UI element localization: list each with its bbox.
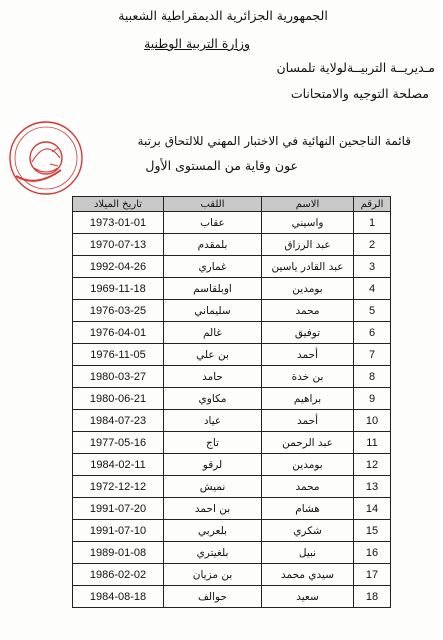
table-row: [73, 542, 391, 564]
row-surname: مكاوي: [164, 388, 262, 410]
official-stamp: [6, 118, 86, 198]
ministry-header: وزارة التربية الوطنية: [144, 36, 250, 51]
row-surname: سليماني: [164, 300, 262, 322]
row-birthdate: 1976-04-01: [73, 322, 164, 344]
directorate-header: مـديريــة التربيــةلولاية تلمسان: [276, 60, 435, 75]
row-name: سعيد: [262, 586, 354, 608]
row-name: بومدين: [262, 454, 354, 476]
table-row: [73, 520, 391, 542]
row-birthdate: 1969-11-18: [73, 278, 164, 300]
row-name: بن خدة: [262, 366, 354, 388]
row-birthdate: 1991-07-10: [73, 520, 164, 542]
row-number: 1: [354, 212, 391, 234]
row-birthdate: 1980-03-27: [73, 366, 164, 388]
row-surname: نميش: [164, 476, 262, 498]
column-header-surname: اللقب: [164, 197, 262, 212]
table-row: [73, 388, 391, 410]
row-number: 2: [354, 234, 391, 256]
row-name: بومدين: [262, 278, 354, 300]
row-surname: بلعربي: [164, 520, 262, 542]
table-row: [73, 454, 391, 476]
row-surname: غماري: [164, 256, 262, 278]
row-name: شكري: [262, 520, 354, 542]
service-header: مصلحة التوجيه والامتحانات: [290, 86, 429, 101]
row-number: 4: [354, 278, 391, 300]
row-number: 16: [354, 542, 391, 564]
row-surname: تاج: [164, 432, 262, 454]
row-name: واسيني: [262, 212, 354, 234]
table-row: [73, 234, 391, 256]
table-header-row: [73, 197, 391, 212]
row-number: 6: [354, 322, 391, 344]
row-number: 11: [354, 432, 391, 454]
table-row: [73, 366, 391, 388]
row-birthdate: 1977-05-16: [73, 432, 164, 454]
row-surname: لرقو: [164, 454, 262, 476]
row-name: توفيق: [262, 322, 354, 344]
row-name: عبد الرزاق: [262, 234, 354, 256]
row-birthdate: 1970-07-13: [73, 234, 164, 256]
row-number: 8: [354, 366, 391, 388]
row-birthdate: 1986-02-02: [73, 564, 164, 586]
row-number: 12: [354, 454, 391, 476]
row-surname: غالم: [164, 322, 262, 344]
row-number: 15: [354, 520, 391, 542]
row-number: 3: [354, 256, 391, 278]
row-name: عبد القادر ياسين: [262, 256, 354, 278]
row-birthdate: 1984-08-18: [73, 586, 164, 608]
row-birthdate: 1984-02-11: [73, 454, 164, 476]
row-name: أحمد: [262, 410, 354, 432]
row-name: محمد: [262, 476, 354, 498]
row-number: 14: [354, 498, 391, 520]
row-number: 10: [354, 410, 391, 432]
row-birthdate: 1991-07-20: [73, 498, 164, 520]
row-number: 17: [354, 564, 391, 586]
row-name: عبد الرحمن: [262, 432, 354, 454]
column-header-name: الاسم: [262, 197, 354, 212]
row-number: 5: [354, 300, 391, 322]
table-row: [73, 256, 391, 278]
table-row: [73, 476, 391, 498]
table-row: [73, 498, 391, 520]
table-row: [73, 410, 391, 432]
row-name: براهيم: [262, 388, 354, 410]
row-surname: بن علي: [164, 344, 262, 366]
row-number: 7: [354, 344, 391, 366]
row-birthdate: 1972-12-12: [73, 476, 164, 498]
table-row: [73, 212, 391, 234]
row-surname: بن مزيان: [164, 564, 262, 586]
column-header-number: الرقم: [354, 197, 391, 212]
table-row: [73, 564, 391, 586]
row-surname: اوبلقاسم: [164, 278, 262, 300]
row-surname: حامد: [164, 366, 262, 388]
table-row: [73, 344, 391, 366]
row-name: سيدي محمد: [262, 564, 354, 586]
row-number: 9: [354, 388, 391, 410]
row-surname: بلمقدم: [164, 234, 262, 256]
row-birthdate: 1976-11-05: [73, 344, 164, 366]
row-surname: بلغيتري: [164, 542, 262, 564]
row-birthdate: 1976-03-25: [73, 300, 164, 322]
row-name: نبيل: [262, 542, 354, 564]
table-row: [73, 432, 391, 454]
table-row: [73, 586, 391, 608]
row-surname: بن احمد: [164, 498, 262, 520]
row-surname: عياد: [164, 410, 262, 432]
list-title: قائمة الناجحين النهائية في الاختبار المهني للالتحاق برتبة: [137, 134, 411, 148]
row-birthdate: 1989-01-08: [73, 542, 164, 564]
row-name: محمد: [262, 300, 354, 322]
row-name: أحمد: [262, 344, 354, 366]
row-number: 18: [354, 586, 391, 608]
row-surname: حوالف: [164, 586, 262, 608]
row-birthdate: 1992-04-26: [73, 256, 164, 278]
list-subtitle: عون وقاية من المستوى الأول: [145, 158, 298, 173]
laureates-table: [72, 196, 391, 608]
row-surname: عقاب: [164, 212, 262, 234]
row-birthdate: 1973-01-01: [73, 212, 164, 234]
table-row: [73, 300, 391, 322]
row-birthdate: 1980-06-21: [73, 388, 164, 410]
table-row: [73, 278, 391, 300]
table-row: [73, 322, 391, 344]
column-header-birthdate: تاريخ الميلاد: [73, 197, 164, 212]
row-birthdate: 1984-07-23: [73, 410, 164, 432]
row-number: 13: [354, 476, 391, 498]
republic-header: الجمهورية الجزائرية الديمقراطية الشعبية: [118, 8, 328, 23]
row-name: هشام: [262, 498, 354, 520]
